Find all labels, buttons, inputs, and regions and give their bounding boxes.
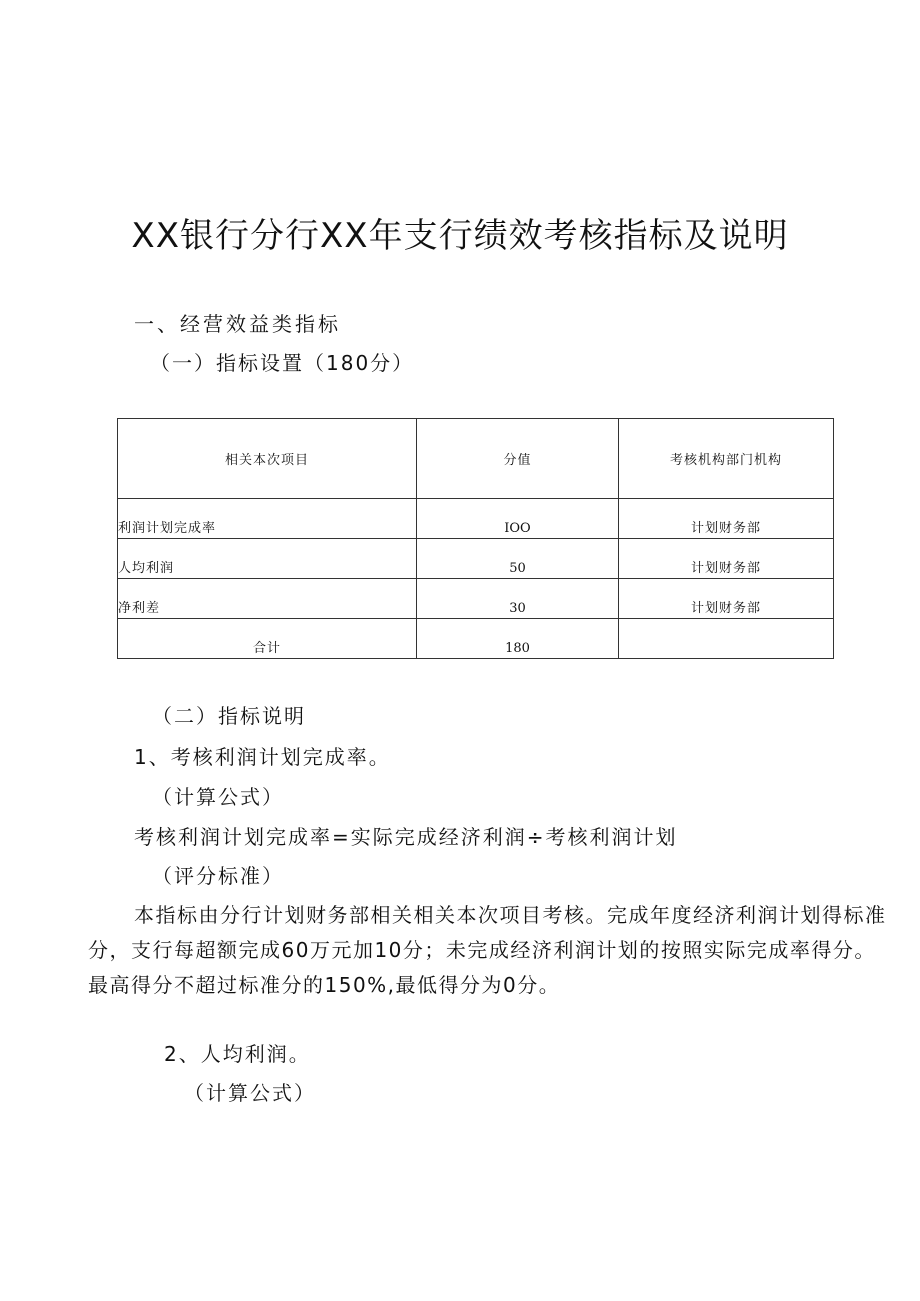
table-total-row <box>118 619 834 659</box>
document-title: XX银行分行XX年支行绩效考核指标及说明 <box>131 216 789 256</box>
criteria-paragraph: 本指标由分行计划财务部相关相关本次项目考核。完成年度经济利润计划得标准分，支行每超额完成60万元加10分；未完成经济利润计划的按照实际完成率得分。最高得分不超过标准分的150%,最低得分为0分。 <box>88 903 887 997</box>
formula-label-2: （计算公式） <box>184 1081 316 1105</box>
table-header-row <box>118 419 834 499</box>
subsection-heading-indicator-setup: （一）指标设置（180分） <box>150 351 415 375</box>
section-heading-operating-efficiency: 一、经营效益类指标 <box>134 312 341 336</box>
table-row <box>118 579 834 619</box>
cell-score: 30 <box>417 579 619 619</box>
cell-score: IOO <box>417 499 619 539</box>
table-row <box>118 539 834 579</box>
cell-dept: 计划财务部 <box>619 499 834 539</box>
item-title-profit-plan-rate: 1、考核利润计划完成率。 <box>134 745 391 769</box>
cell-dept: 计划财务部 <box>619 539 834 579</box>
cell-item: 利润计划完成率 <box>118 499 417 539</box>
cell-item: 净利差 <box>118 579 417 619</box>
column-header-dept: 考核机构部门机构 <box>619 419 834 499</box>
cell-total-dept <box>619 619 834 659</box>
cell-total-score: 180 <box>417 619 619 659</box>
cell-dept: 计划财务部 <box>619 579 834 619</box>
cell-score: 50 <box>417 539 619 579</box>
cell-item: 人均利润 <box>118 539 417 579</box>
column-header-score: 分值 <box>417 419 619 499</box>
formula-label: （计算公式） <box>152 785 284 809</box>
indicator-table <box>117 418 834 659</box>
column-header-item: 相关本次项目 <box>118 419 417 499</box>
cell-total-label: 合计 <box>118 619 417 659</box>
formula-text: 考核利润计划完成率=实际完成经济利润÷考核利润计划 <box>134 825 678 849</box>
subsection-heading-indicator-notes: （二）指标说明 <box>152 704 306 728</box>
item-title-per-capita-profit: 2、人均利润。 <box>164 1042 311 1066</box>
table-row <box>118 499 834 539</box>
criteria-label: （评分标准） <box>152 864 284 888</box>
